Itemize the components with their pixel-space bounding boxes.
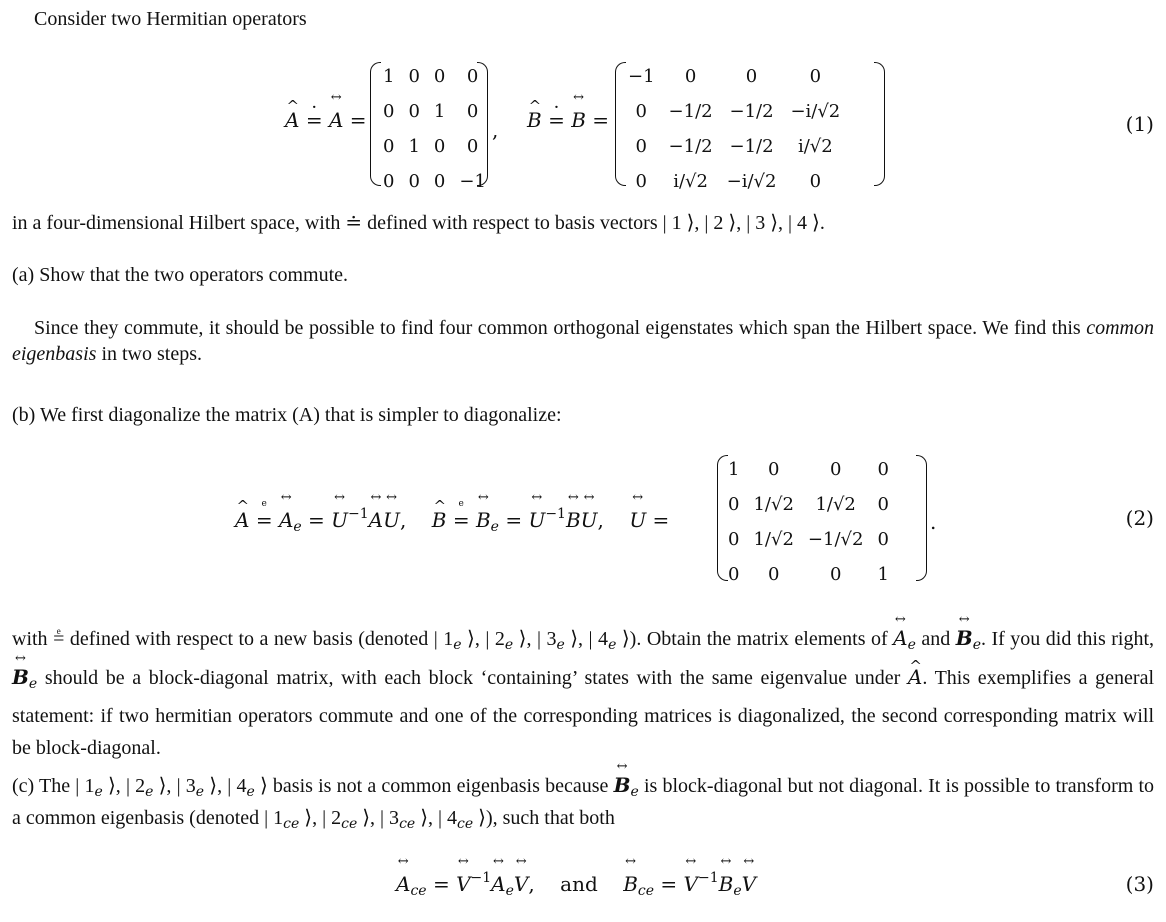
- part-c-paragraph: (c) The | $1_e$ ⟩, | $2_e$ ⟩, | $3_e$ ⟩, | $4_e$ ⟩ basis is not a common eigenbasis because ↔ $B_e$ is block-diagonal but not diagonal. It is possible to transform to a common eigenbasis (denoted | $1_{ce}$ ⟩, | $2_{ce}$ ⟩, | $3_{ce}$ ⟩, | $4_{ce}$ ⟩), such that both: [12, 772, 1154, 837]
- eq3-content: ↔ $A_{ce}$ = ↔ $V^{-1}\leftrightarrow$ $A_e\leftrightarrow$ V, and ↔ $B_{ce}$ = ↔ $V^{-1}\leftrightarrow$ $B_e\leftrightarrow$ V: [396, 870, 756, 899]
- matrix-a: [370, 62, 488, 192]
- eq2-lhs: ^ A e = ↔ $A_e$ = ↔ $U^{-1}\leftrightarrow$ A↔ U, ^ B e = ↔ $B_e$ = ↔ $U^{-1}\leftrightarrow$ B↔ U, ↔ U =: [235, 506, 669, 535]
- intro-text: Consider two Hermitian operators: [34, 8, 307, 30]
- matrix-u-table: 1 0 0 0 0 1/√2 1/√2 0 0 1/√2 −1/√2 0 0 0 0 1: [728, 459, 889, 585]
- eq3-number: (3): [1125, 872, 1154, 896]
- commute-paragraph: Since they commute, it should be possible to find four common orthogonal eigenstates which span the Hilbert space. We find this common eigenbasis in two steps.: [12, 317, 1154, 365]
- with-paragraph: with e = defined with respect to a new basis (denoted | $1_e$ ⟩, | $2_e$ ⟩, | $3_e$ ⟩, | $4_e$ ⟩). Obtain the matrix elements of ↔ $A_e$ and ↔ $B_e$. If you did this right, ↔ $B_e$ should be a block-diagonal matrix, with each block ‘containing’ states with the same eigenvalue under ^ A. This exemplifies a general statement: if two hermitian operators commute and one of the corresponding matrices is diagonalized, the second corresponding matrix will be block-diagonal.: [12, 622, 1154, 764]
- matrix-b: [615, 62, 885, 192]
- part-a: (a) Show that the two operators commute.: [12, 264, 349, 286]
- matrix-b-table: −1 0 0 0 0 −1/2 −1/2 −i/√2 0 −1/2 −1/2 i/√2 0 i/√2 −i/√2 0: [628, 66, 841, 192]
- eq2-number: (2): [1125, 506, 1154, 530]
- eq1-lhs-a: ^ A · = ↔ A =: [285, 108, 367, 132]
- eq1-lhs-b: ^ B · = ↔ B =: [527, 108, 609, 132]
- hilbert-line: in a four-dimensional Hilbert space, with ≐ defined with respect to basis vectors | 1 ⟩, | 2 ⟩, | 3 ⟩, | 4 ⟩.: [12, 212, 825, 234]
- part-b: (b) We first diagonalize the matrix (A) that is simpler to diagonalize:: [12, 404, 562, 426]
- matrix-u: [717, 455, 927, 585]
- eq1-number: (1): [1125, 112, 1154, 136]
- matrix-a-table: 1 0 0 0 0 0 1 0 0 1 0 0 0 0 0 −1: [383, 66, 486, 192]
